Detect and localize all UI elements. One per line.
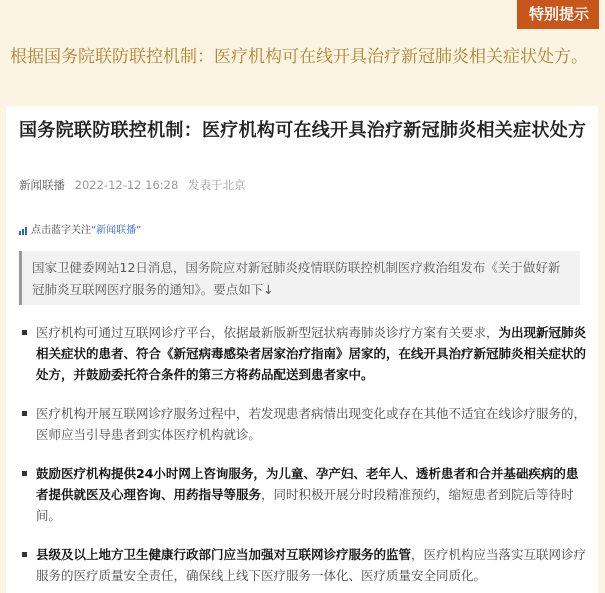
publish-datetime: 2022-12-12 16:28 <box>74 178 179 192</box>
point-bold-text: 为出现新冠肺炎相关症状的患者、符合《新冠病毒感染者居家治疗指南》居家的，在线开具治疗新冠肺炎相关症状的处方，并鼓励委托符合条件的第三方将药品配送到患者家中。 <box>36 325 587 382</box>
list-item <box>19 403 589 445</box>
article-card <box>6 106 598 593</box>
source-link[interactable]: 新闻联播 <box>19 178 65 192</box>
point-text: ，医疗机构应当落实互联网诊疗服务的医疗质量安全责任，确保线上线下医疗服务一体化、医疗质量安全同质化。 <box>36 547 587 583</box>
summary-text: 根据国务院联防联控机制：医疗机构可在线开具治疗新冠肺炎相关症状处方。 <box>10 47 588 67</box>
point-bold-text: 鼓励医疗机构提供24小时网上咨询服务，为儿童、孕产妇、老年人、透析患者和合并基础疾病的患者提供就医及心理咨询、用药指导等服务 <box>36 466 579 502</box>
follow-prompt[interactable] <box>19 224 141 238</box>
key-points-list <box>19 322 589 586</box>
intro-quote: 国家卫健委网站12日消息，国务院应对新冠肺炎疫情联防联控机制医疗救治组发布《关于做好新冠肺炎互联网医疗服务的通知》。要点如下↓ <box>19 251 580 305</box>
point-text: 医疗机构开展互联网诊疗服务过程中，若发现患者病情出现变化或存在其他不适宜在线诊疗服务的，医师应当引导患者到实体医疗机构就诊。 <box>36 406 587 442</box>
list-item <box>19 322 589 385</box>
publish-location: 发表于北京 <box>187 178 246 192</box>
point-bold-text: 县级及以上地方卫生健康行政部门应当加强对互联网诊疗服务的监管 <box>36 547 412 562</box>
point-text: 医疗机构可通过互联网诊疗平台，依据最新版新型冠状病毒肺炎诊疗方案有关要求， <box>36 325 499 340</box>
follow-prefix: 点击蓝字关注 <box>31 225 91 236</box>
point-text: ，同时积极开展分时段精准预约，缩短患者到院后等待时间。 <box>36 487 574 523</box>
special-notice-badge: 特别提示 <box>517 0 599 29</box>
article-title: 国务院联防联控机制：医疗机构可在线开具治疗新冠肺炎相关症状处方 <box>19 120 587 141</box>
list-item <box>19 463 589 526</box>
signal-bars-icon <box>19 227 28 235</box>
article-meta <box>19 176 251 194</box>
follow-account-name[interactable]: “新闻联播” <box>91 225 142 236</box>
list-item <box>19 544 589 586</box>
